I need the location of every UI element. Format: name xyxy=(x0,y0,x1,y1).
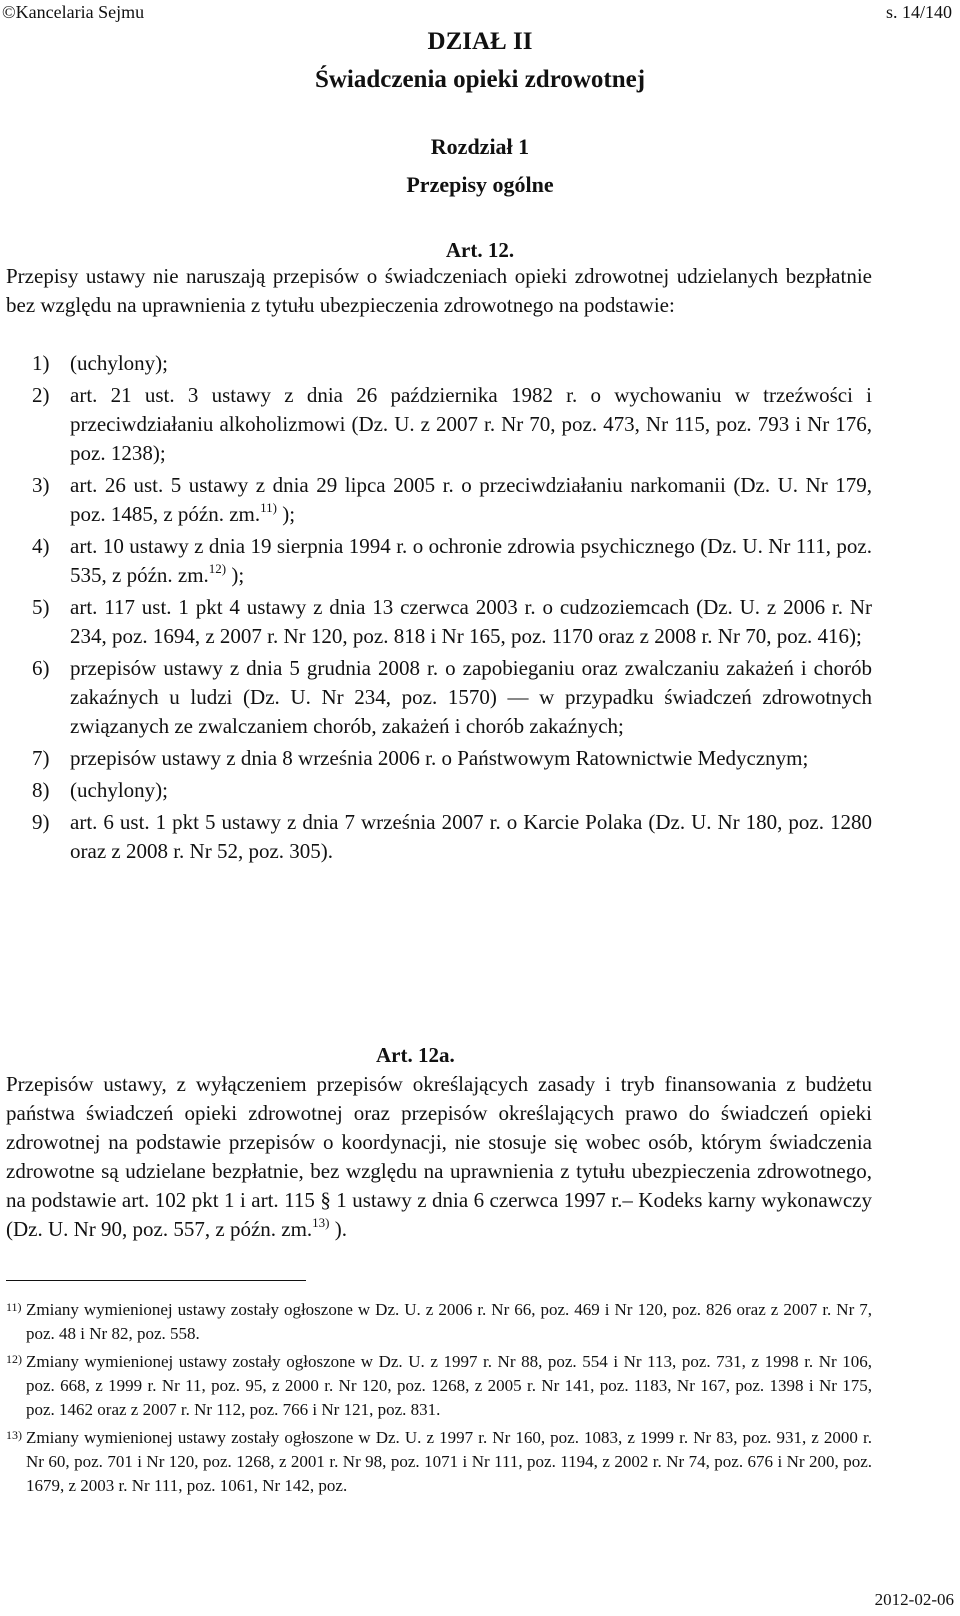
item-number: 1) xyxy=(32,351,50,375)
footnote-text: Zmiany wymienionej ustawy zostały ogłoszone w Dz. U. z 2006 r. Nr 66, poz. 469 i Nr 120, poz. 826 oraz z 2007 r. Nr 7, poz. 48 i Nr 82, poz. 558. xyxy=(26,1300,872,1343)
item-text: art. 6 ust. 1 pkt 5 ustawy z dnia 7 września 2007 r. o Karcie Polaka (Dz. U. Nr 180, poz. 1280 oraz z 2008 r. Nr 52, poz. 305). xyxy=(70,810,872,863)
chapter-heading: Rozdział 1 xyxy=(430,134,530,159)
page-number: s. 14/140 xyxy=(885,2,952,22)
footnote-number: 13) xyxy=(6,1428,22,1442)
footnote-number: 12) xyxy=(6,1352,22,1366)
item-number: 6) xyxy=(32,656,50,680)
footnote xyxy=(6,1426,872,1498)
article-12a-body: Przepisów ustawy, z wyłączeniem przepisów określających zasady i tryb finansowania z budżetu państwa świadczeń opieki zdrowotnej oraz przepisów określających prawo do świadczeń opieki zdrowotnej na podstawie przepisów o koordynacji, nie stosuje się wobec osób, którym świadczenia zdrowotne są udzielane bezpłatnie, bez względu na uprawnienia z tytułu ubezpieczenia zdrowotnego, na podstawie art. 102 pkt 1 i art. 115 § 1 ustawy z dnia 6 czerwca 1997 r.– Kodeks karny wykonawczy (Dz. U. Nr 90, poz. 557, z późn. zm. xyxy=(6,1072,872,1241)
item-number: 9) xyxy=(32,810,50,834)
article-12-intro: Przepisy ustawy nie naruszają przepisów o świadczeniach opieki zdrowotnej udzielanych bezpłatnie bez względu na uprawnienia z tytułu ubezpieczenia zdrowotnego na podstawie: xyxy=(6,264,872,317)
footnote xyxy=(6,1298,872,1346)
list-item xyxy=(32,532,872,590)
list-item xyxy=(32,808,872,866)
item-number: 5) xyxy=(32,595,50,619)
article-12-heading: Art. 12. xyxy=(445,238,515,262)
footnotes xyxy=(6,1298,872,1502)
footnote-separator xyxy=(6,1280,306,1281)
item-text: art. 10 ustawy z dnia 19 sierpnia 1994 r. o ochronie zdrowia psychicznego (Dz. U. Nr 111, poz. 535, z późn. zm. xyxy=(70,534,872,587)
item-number: 3) xyxy=(32,473,50,497)
item-text: art. 26 ust. 5 ustawy z dnia 29 lipca 2005 r. o przeciwdziałaniu narkomanii (Dz. U. Nr 179, poz. 1485, z późn. zm. xyxy=(70,473,872,526)
item-tail: ); xyxy=(226,563,245,587)
division-heading: DZIAŁ II xyxy=(427,28,533,55)
list-item xyxy=(32,776,872,805)
list-item xyxy=(32,654,872,741)
list-item xyxy=(32,349,872,378)
copyright-header: ©Kancelaria Sejmu xyxy=(2,2,145,22)
item-text: przepisów ustawy z dnia 8 września 2006 r. o Państwowym Ratownictwie Medycznym; xyxy=(70,746,809,770)
item-number: 8) xyxy=(32,778,50,802)
list-item xyxy=(32,471,872,529)
footnote-ref: 11) xyxy=(260,500,277,515)
article-12a-tail: ). xyxy=(329,1217,348,1241)
item-number: 2) xyxy=(32,383,50,407)
footnote-ref: 12) xyxy=(208,561,227,576)
item-text: (uchylony); xyxy=(70,351,168,375)
footnote-number: 11) xyxy=(6,1300,22,1314)
item-tail: ); xyxy=(276,502,296,526)
item-text: przepisów ustawy z dnia 5 grudnia 2008 r. o zapobieganiu oraz zwalczaniu zakażeń i chorób zakaźnych u ludzi (Dz. U. Nr 234, poz. 1570) — w przypadku świadczeń zdrowotnych związanych ze zwalczaniem chorób, zakażeń i chorób zakaźnych; xyxy=(70,656,872,738)
article-12a-text xyxy=(6,1070,872,1244)
item-text: art. 117 ust. 1 pkt 4 ustawy z dnia 13 czerwca 2003 r. o cudzoziemcach (Dz. U. z 2006 r. Nr 234, poz. 1694, z 2007 r. Nr 120, poz. 818 i Nr 165, poz. 1170 oraz z 2008 r. Nr 70, poz. 416); xyxy=(70,595,872,648)
chapter-title: Przepisy ogólne xyxy=(406,172,554,197)
article-12a-heading: Art. 12a. xyxy=(376,1043,455,1067)
item-text: art. 21 ust. 3 ustawy z dnia 26 października 1982 r. o wychowaniu w trzeźwości i przeciwdziałaniu alkoholizmowi (Dz. U. z 2007 r. Nr 70, poz. 473, Nr 115, poz. 793 i Nr 176, poz. 1238); xyxy=(70,383,872,465)
footnote-ref: 13) xyxy=(312,1215,330,1230)
list-item xyxy=(32,744,872,773)
item-number: 4) xyxy=(32,534,50,558)
item-number: 7) xyxy=(32,746,50,770)
division-title: Świadczenia opieki zdrowotnej xyxy=(314,66,646,93)
document-date: 2012-02-06 xyxy=(874,1590,954,1609)
item-text: (uchylony); xyxy=(70,778,168,802)
footnote-text: Zmiany wymienionej ustawy zostały ogłoszone w Dz. U. z 1997 r. Nr 160, poz. 1083, z 1999 r. Nr 83, poz. 931, z 2000 r. Nr 60, poz. 701 i Nr 120, poz. 1268, z 2001 r. Nr 98, poz. 1071 i Nr 111, poz. 1194, z 2002 r. Nr 74, poz. 676 i Nr 200, poz. 1679, z 2003 r. Nr 111, poz. 1061, Nr 142, poz. xyxy=(26,1428,872,1495)
footnote xyxy=(6,1350,872,1422)
article-12-items xyxy=(32,349,872,866)
list-item xyxy=(32,381,872,468)
list-item xyxy=(32,593,872,651)
footnote-text: Zmiany wymienionej ustawy zostały ogłoszone w Dz. U. z 1997 r. Nr 88, poz. 554 i Nr 113, poz. 731, z 1998 r. Nr 106, poz. 668, z 1999 r. Nr 11, poz. 95, z 2000 r. Nr 120, poz. 1268, z 2005 r. Nr 141, poz. 1183, Nr 167, poz. 1398 i Nr 175, poz. 1462 oraz z 2007 r. Nr 112, poz. 766 i Nr 121, poz. 831. xyxy=(26,1352,872,1419)
